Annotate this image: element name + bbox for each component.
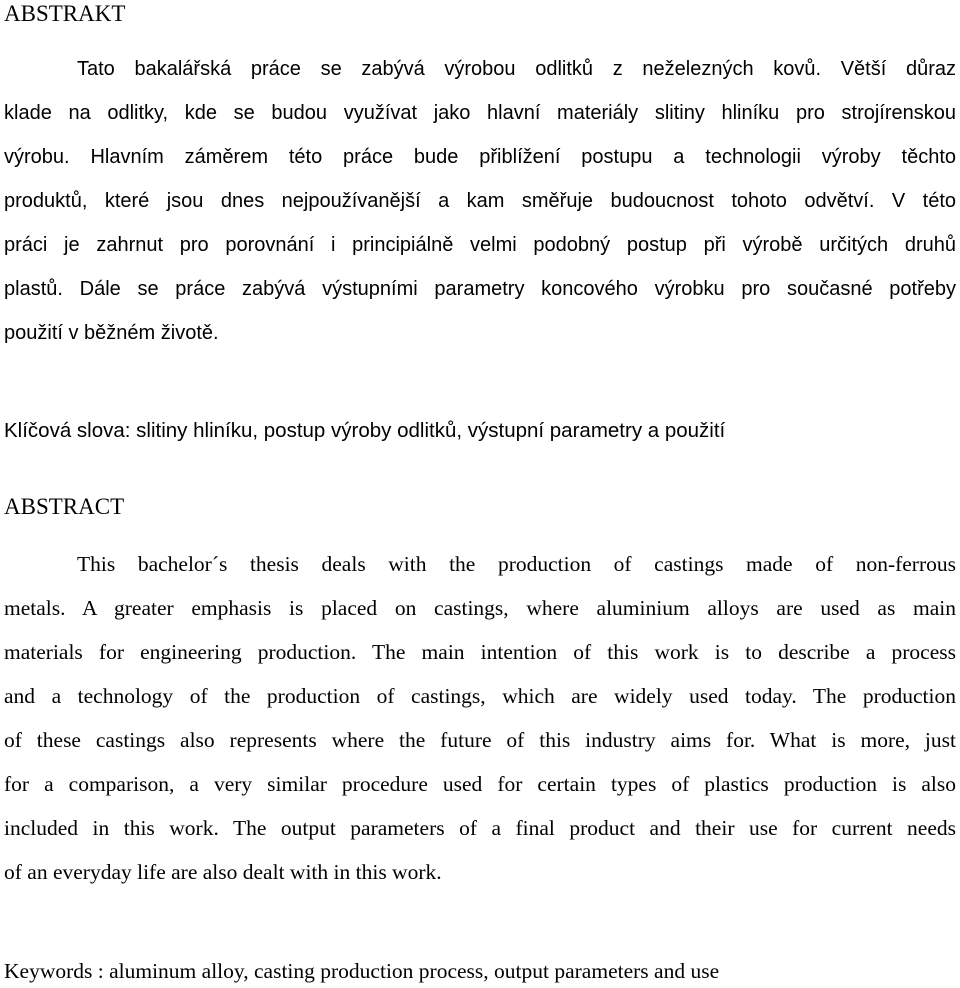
english-abstract-line: materials for engineering production. The main intention of this work is to describe a process — [4, 640, 956, 664]
czech-abstract-line: výrobu. Hlavním záměrem této práce bude přiblížení postupu a technologii výroby těchto — [4, 146, 956, 168]
english-abstract-line: of an everyday life are also dealt with in this work. — [4, 860, 442, 884]
czech-abstract-line: Tato bakalářská práce se zabývá výrobou odlitků z neželezných kovů. Větší důraz — [77, 58, 956, 80]
english-abstract-line: included in this work. The output parameters of a final product and their use for current needs — [4, 816, 956, 840]
czech-abstract-paragraph — [4, 47, 956, 355]
czech-abstract-line: plastů. Dále se práce zabývá výstupními parametry koncového výrobku pro současné potřeby — [4, 278, 956, 300]
czech-abstract-line: práci je zahrnut pro porovnání i principiálně velmi podobný postup při výrobě určitých druhů — [4, 234, 956, 256]
abstract-heading: ABSTRACT — [4, 494, 125, 519]
czech-abstract-line: produktů, které jsou dnes nejpoužívanější a kam směřuje budoucnost tohoto odvětví. V této — [4, 190, 956, 212]
english-abstract-paragraph — [4, 542, 956, 894]
english-abstract-line: metals. A greater emphasis is placed on castings, where aluminium alloys are used as main — [4, 596, 956, 620]
czech-abstract-line: klade na odlitky, kde se budou využívat jako hlavní materiály slitiny hliníku pro strojírenskou — [4, 102, 956, 124]
english-abstract-line: and a technology of the production of castings, which are widely used today. The production — [4, 684, 956, 708]
czech-keywords: Klíčová slova: slitiny hliníku, postup výroby odlitků, výstupní parametry a použití — [4, 419, 726, 442]
english-abstract-line: This bachelor´s thesis deals with the production of castings made of non-ferrous — [77, 552, 956, 576]
abstrakt-heading: ABSTRAKT — [4, 1, 126, 26]
czech-abstract-line: použití v běžném životě. — [4, 322, 219, 344]
english-abstract-line: for a comparison, a very similar procedure used for certain types of plastics production is also — [4, 772, 956, 796]
english-keywords: Keywords : aluminum alloy, casting production process, output parameters and use — [4, 959, 720, 983]
english-abstract-line: of these castings also represents where the future of this industry aims for. What is more, just — [4, 728, 956, 752]
